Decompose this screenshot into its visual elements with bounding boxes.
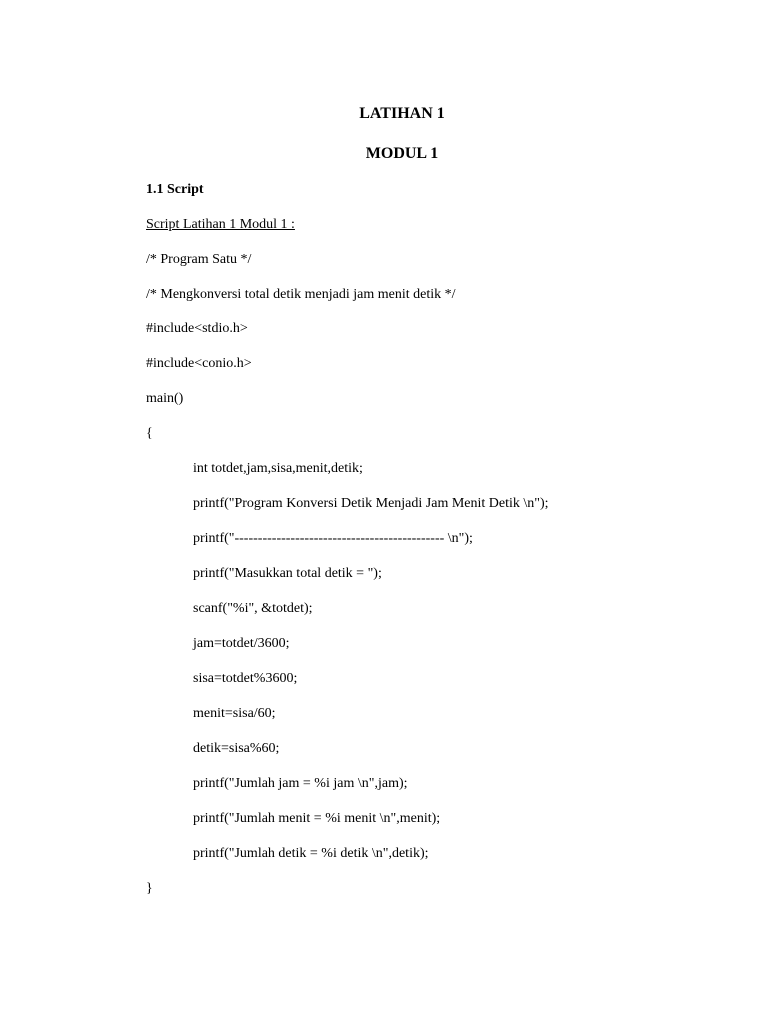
script-caption: Script Latihan 1 Modul 1 : xyxy=(146,217,295,232)
document-subtitle: MODUL 1 xyxy=(365,145,439,162)
code-line-comment-2: /* Mengkonversi total detik menjadi jam menit detik */ xyxy=(146,287,456,302)
code-line-scanf: scanf("%i", &totdet); xyxy=(193,601,313,616)
code-line-printf-title: printf("Program Konversi Detik Menjadi Jam Menit Detik \n"); xyxy=(193,496,549,511)
code-line-close-brace: } xyxy=(146,881,153,896)
code-line-printf-jam: printf("Jumlah jam = %i jam \n",jam); xyxy=(193,776,408,791)
code-line-printf-detik: printf("Jumlah detik = %i detik \n",detik); xyxy=(193,846,429,861)
code-line-declaration: int totdet,jam,sisa,menit,detik; xyxy=(193,461,363,476)
code-line-include-conio: #include<conio.h> xyxy=(146,356,252,371)
code-line-main: main() xyxy=(146,391,184,406)
code-line-comment-1: /* Program Satu */ xyxy=(146,252,252,267)
code-line-menit: menit=sisa/60; xyxy=(193,706,276,721)
code-line-include-stdio: #include<stdio.h> xyxy=(146,321,248,336)
code-line-jam: jam=totdet/3600; xyxy=(193,636,290,651)
code-line-sisa: sisa=totdet%3600; xyxy=(193,671,298,686)
section-heading: 1.1 Script xyxy=(146,182,204,197)
code-line-printf-menit: printf("Jumlah menit = %i menit \n",menit); xyxy=(193,811,441,826)
document-title: LATIHAN 1 xyxy=(359,105,445,122)
code-line-printf-separator: printf("--------------------------------------------- \n"); xyxy=(193,531,473,546)
code-line-printf-prompt: printf("Masukkan total detik = "); xyxy=(193,566,382,581)
code-line-open-brace: { xyxy=(146,426,153,441)
code-line-detik: detik=sisa%60; xyxy=(193,741,280,756)
